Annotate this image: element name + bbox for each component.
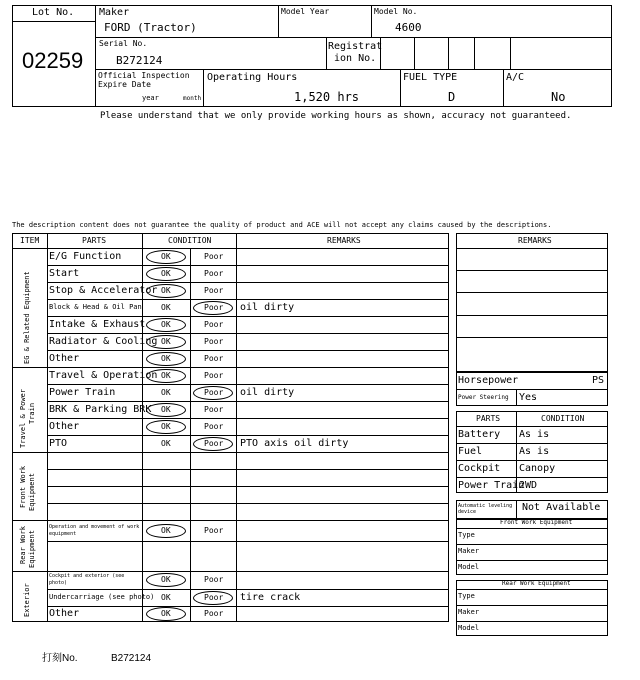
rear-model-label: Model [458,624,480,632]
battery-value: As is [519,429,550,440]
operating-hours-value: 1,520 hrs [294,90,360,104]
maker-label: Maker [99,7,130,18]
front-maker-label: Maker [458,547,480,555]
model-no-value: 4600 [395,21,422,34]
condition-poor: Poor [204,575,224,584]
ok-circle [146,352,186,366]
stamp-no-value: B272124 [111,653,152,664]
lot-no-label: Lot No. [32,7,75,18]
parts-label: PARTS [476,414,501,423]
table-row-part: Intake & Exhaust [49,318,146,330]
section-label-eg: EG & Related Equipment [23,271,31,364]
cockpit-label: Cockpit [458,463,501,474]
month-label: month [183,95,202,102]
poor-circle [193,386,233,400]
condition-poor: Poor [204,251,224,261]
section-label-rear-1: Rear Work [19,526,27,564]
lot-no-value: 02259 [22,48,84,73]
ok-circle [146,524,186,538]
condition-poor: Poor [204,592,224,602]
table-row-remark: tire crack [240,591,301,603]
table-row-part-2: photo) [49,580,68,586]
condition-poor: Poor [204,336,224,346]
condition-poor: Poor [204,421,224,431]
table-row-part: Power Train [49,386,116,398]
condition-ok: OK [161,302,171,312]
condition-poor: Poor [204,302,224,312]
table-row-remark: oil dirty [240,301,295,313]
fuel-label: Fuel [458,446,483,457]
condition-ok: OK [161,268,171,278]
condition-poor: Poor [204,387,224,397]
ok-circle [146,403,186,417]
serial-no-value: B272124 [116,54,163,67]
power-steering-label: Power Steering [458,394,509,401]
power-train-value: 2WD [519,480,538,491]
condition-poor: Poor [204,319,224,329]
condition-ok: OK [161,336,171,346]
table-row-part: Start [49,267,80,279]
ok-circle [146,267,186,281]
condition-poor: Poor [204,285,224,295]
rear-work-label: Rear Work Equipment [502,580,571,587]
horsepower-label: Horsepower [458,375,519,386]
stamp-no-label: 打刻No. [42,653,78,664]
table-row-part: E/G Function [49,250,122,262]
table-row-part: PTO [49,437,68,449]
condition-ok: OK [161,575,171,584]
section-label-travel-1: Travel & Power [19,388,27,448]
ok-circle [146,607,186,621]
table-row-part: Radiator & Cooling [49,335,158,347]
section-label-travel-2: Train [28,402,36,424]
table-row-part: Travel & Operation [49,369,158,381]
col-condition: CONDITION [168,236,212,245]
front-work-label: Front Work Equipment [500,519,573,526]
table-row-part: Block & Head & Oil Pan [49,302,142,311]
fuel-value: As is [519,446,550,457]
table-row-part: Other [49,352,80,364]
inspection-label-2: Expire Date [98,80,151,89]
condition-poor: Poor [204,353,224,363]
condition-ok: OK [161,592,171,602]
condition-poor: Poor [204,268,224,278]
horsepower-unit: PS [592,375,605,386]
table-row-remark: PTO axis oil dirty [240,437,349,449]
table-row-part: Undercarriage (see photo) [49,592,155,601]
year-label: year [142,94,159,102]
poor-circle [193,301,233,315]
cockpit-value: Canopy [519,463,556,474]
ok-circle [146,335,186,349]
operating-hours-label: Operating Hours [207,72,298,83]
rear-type-label: Type [458,592,475,600]
condition-ok: OK [161,609,171,618]
fuel-type-label: FUEL TYPE [403,72,458,83]
inspection-label-1: Official Inspection [98,71,190,80]
condition-ok: OK [161,370,171,380]
condition-ok: OK [161,285,171,295]
section-label-exterior: Exterior [23,583,31,617]
battery-label: Battery [458,429,501,440]
ac-label: A/C [506,72,525,83]
disclaimer: The description content does not guarantee the quality of product and ACE will not accept any claims caused by the descriptions. [12,221,552,229]
condition-poor: Poor [204,404,224,414]
table-row-part: Other [49,420,80,432]
model-no-label: Model No. [374,7,418,16]
condition-poor: Poor [204,370,224,380]
serial-no-label: Serial No. [99,39,148,48]
maker-value: FORD (Tractor) [104,21,197,34]
auto-leveling-label-2: device [458,509,477,515]
condition-label: CONDITION [541,414,585,423]
table-row-part: Other [49,608,80,619]
condition-poor: Poor [204,609,224,618]
hours-note: Please understand that we only provide working hours as shown, accuracy not guaranteed. [100,111,572,121]
right-remarks-header: REMARKS [518,236,552,245]
ok-circle [146,284,186,298]
col-item: ITEM [20,236,40,245]
ok-circle [146,573,186,587]
registration-label-1: Registrat [328,41,383,52]
condition-poor: Poor [204,525,224,535]
condition-ok: OK [161,525,171,535]
power-steering-value: Yes [519,392,538,403]
front-model-label: Model [458,563,480,571]
condition-ok: OK [161,251,171,261]
registration-label-2: ion No. [334,53,377,64]
auto-leveling-value: Not Available [522,502,601,513]
table-row-part: Cockpit and exterior (see [49,573,125,579]
poor-circle [193,591,233,605]
front-type-label: Type [458,531,475,539]
condition-ok: OK [161,438,171,448]
condition-ok: OK [161,353,171,363]
col-parts: PARTS [82,236,107,245]
condition-ok: OK [161,319,171,329]
table-row-remark: oil dirty [240,386,295,398]
table-row-part: BRK & Parking BRK [49,403,152,415]
ok-circle [146,250,186,264]
auto-leveling-label-1: Automatic leveling [458,503,513,509]
ok-circle [146,420,186,434]
condition-ok: OK [161,387,171,397]
condition-ok: OK [161,421,171,431]
rear-maker-label: Maker [458,608,480,616]
table-row-part: Stop & Accelerator [49,284,158,296]
ac-value: No [551,90,566,104]
condition-ok: OK [161,404,171,414]
table-row-part-2: equipment [49,530,77,537]
ok-circle [146,369,186,383]
section-label-front-2: Equipment [28,473,36,511]
fuel-type-value: D [448,90,456,104]
col-remarks: REMARKS [327,236,361,245]
ok-circle [146,318,186,332]
section-label-rear-2: Equipment [28,530,36,568]
model-year-label: Model Year [281,7,330,16]
poor-circle [193,437,233,451]
section-label-front-1: Front Work [19,465,27,508]
table-row-part: Operation and movement of work [49,523,140,530]
condition-poor: Poor [204,438,224,448]
power-train-label: Power Train [458,480,525,491]
